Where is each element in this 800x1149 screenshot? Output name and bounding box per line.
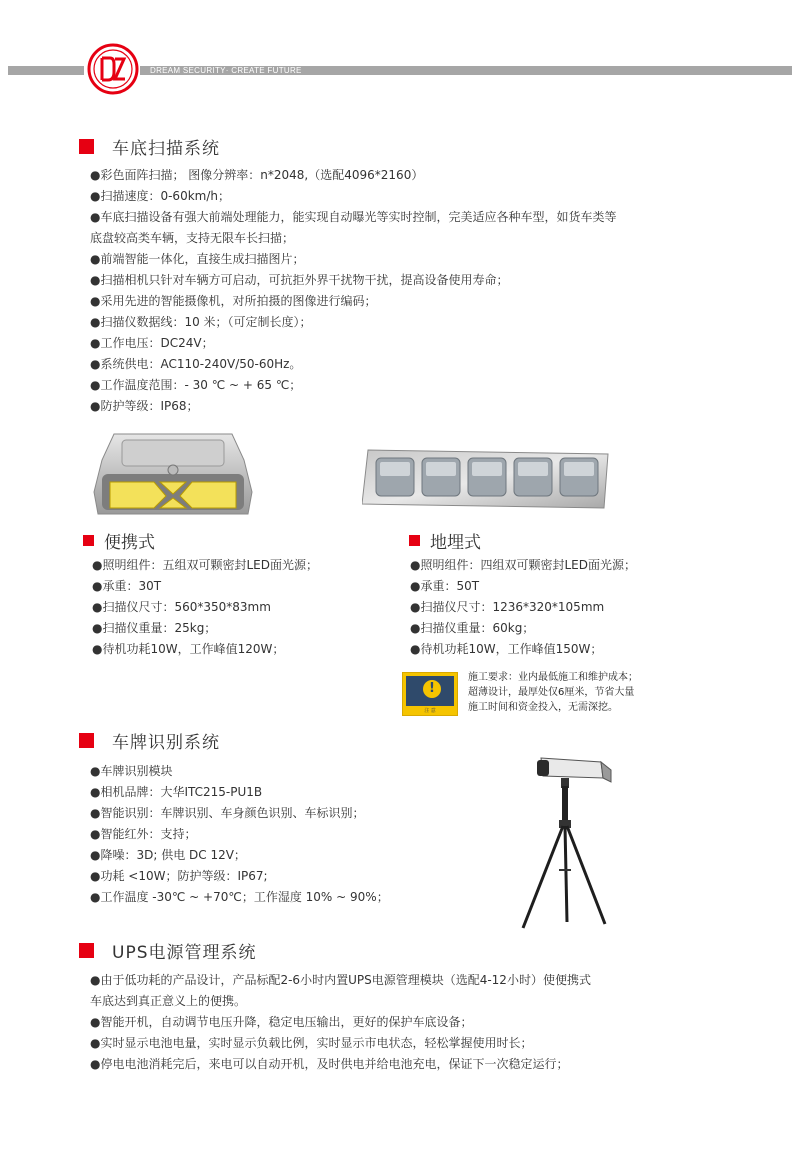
subsection-title-portable	[83, 528, 155, 553]
spec-line: 车底达到真正意义上的便携。	[90, 994, 247, 1008]
spec-line: ●智能识别：车牌识别、车身颜色识别、车标识别；	[90, 806, 365, 820]
notice-badge-caption: 注 意	[424, 708, 436, 714]
title-marker	[83, 535, 94, 546]
section-title-undercarriage	[79, 134, 220, 159]
spec-line: ●待机功耗10W，工作峰值120W；	[92, 642, 285, 656]
spec-line: ●扫描仪重量：25kg；	[92, 621, 217, 635]
subsection-title-text: 便携式	[104, 533, 155, 553]
section-title-text: UPS电源管理系统	[112, 943, 257, 963]
spec-line: ●智能开机，自动调节电压升降，稳定电压输出，更好的保护车底设备；	[90, 1015, 473, 1029]
section-title-text: 车底扫描系统	[112, 139, 220, 159]
subsection-title-text: 地埋式	[430, 533, 481, 553]
spec-line: ●工作电压：DC24V；	[90, 336, 214, 350]
spec-line: ●扫描相机只针对车辆方可启动，可抗拒外界干扰物干扰，提高设备使用寿命；	[90, 273, 509, 287]
spec-line: ●降噪：3D; 供电 DC 12V；	[90, 848, 246, 862]
notice-text	[468, 670, 668, 715]
warning-icon: !	[423, 680, 441, 698]
spec-line: ●工作温度范围：- 30 ℃ ~ + 65 ℃；	[90, 378, 302, 392]
section-title-plate	[79, 728, 220, 753]
spec-line: ●前端智能一体化，直接生成扫描图片；	[90, 252, 305, 266]
spec-line: ●照明组件：五组双可颗密封LED面光源；	[92, 558, 318, 572]
header-slogan: DREAM SECURITY· CREATE FUTURE	[150, 66, 302, 75]
spec-line: ●停电电池消耗完后，来电可以自动开机，及时供电并给电池充电，保证下一次稳定运行；	[90, 1057, 569, 1071]
spec-line: ●彩色面阵扫描； 图像分辨率：n*2048,（选配4096*2160）	[90, 168, 424, 182]
portable-scanner-image	[92, 430, 254, 522]
spec-line: ●实时显示电池电量，实时显示负载比例，实时显示市电状态，轻松掌握使用时长；	[90, 1036, 533, 1050]
spec-line: ●待机功耗10W，工作峰值150W；	[410, 642, 603, 656]
spec-line: ●承重：30T	[92, 579, 162, 593]
notice-badge	[402, 672, 458, 716]
notice-badge-panel	[406, 676, 454, 706]
spec-line: ●扫描仪尺寸：1236*320*105mm	[410, 600, 605, 614]
embedded-scanner-image	[362, 446, 610, 512]
ups-spec-list	[90, 970, 591, 1075]
title-marker	[79, 139, 94, 154]
spec-line: ●照明组件：四组双可颗密封LED面光源；	[410, 558, 636, 572]
title-marker	[79, 943, 94, 958]
embedded-spec-list	[410, 555, 636, 660]
subsection-title-embedded	[409, 528, 481, 553]
section-title-text: 车牌识别系统	[112, 733, 220, 753]
spec-line: ●扫描仪重量：60kg；	[410, 621, 535, 635]
spec-line: ●防护等级：IP68；	[90, 399, 199, 413]
spec-line: ●车牌识别模块	[90, 764, 173, 778]
notice-line: 超薄设计，最厚处仅6厘米，节省大量	[468, 687, 635, 698]
spec-line: ●由于低功耗的产品设计，产品标配2-6小时内置UPS电源管理模块（选配4-12小时）使便携式	[90, 973, 591, 987]
spec-line: ●功耗 <10W；防护等级：IP67;	[90, 869, 268, 883]
notice-line: 施工要求：业内最低施工和维护成本；	[468, 672, 638, 683]
spec-line: ●扫描速度：0-60km/h；	[90, 189, 230, 203]
section-title-ups	[79, 938, 257, 963]
spec-line: ●采用先进的智能摄像机，对所拍摄的图像进行编码；	[90, 294, 377, 308]
portable-spec-list	[92, 555, 318, 660]
spec-line: ●扫描仪数据线：10 米；（可定制长度）；	[90, 315, 312, 329]
plate-spec-list	[90, 761, 389, 908]
notice-line: 施工时间和资金投入，无需深挖。	[468, 702, 618, 713]
dz-logo-icon	[86, 42, 140, 96]
spec-line: ●工作温度 -30℃ ~ +70℃；工作湿度 10% ~ 90%；	[90, 890, 389, 904]
spec-line: ●智能红外：支持；	[90, 827, 197, 841]
spec-line: ●车底扫描设备有强大前端处理能力，能实现自动曝光等实时控制，完美适应各种车型，如货车类等	[90, 210, 617, 224]
construction-notice	[402, 666, 660, 718]
undercarriage-spec-list	[90, 165, 616, 417]
plate-camera-tripod-image	[515, 752, 615, 932]
header-bar-left	[8, 66, 84, 75]
spec-line: ●系统供电：AC110-240V/50-60Hz。	[90, 357, 302, 371]
spec-line: ●承重：50T	[410, 579, 480, 593]
spec-line: ●扫描仪尺寸：560*350*83mm	[92, 600, 271, 614]
title-marker	[409, 535, 420, 546]
title-marker	[79, 733, 94, 748]
spec-line: ●相机品牌：大华ITC215-PU1B	[90, 785, 263, 799]
spec-line: 底盘较高类车辆，支持无限车长扫描；	[90, 231, 295, 245]
